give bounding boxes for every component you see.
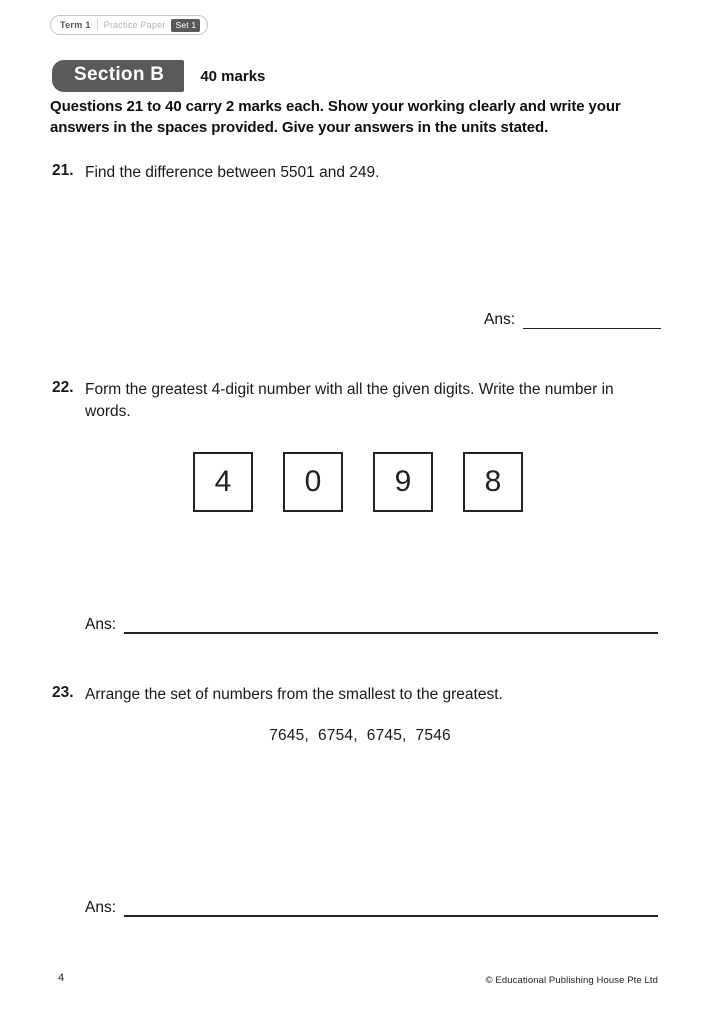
question-21-answer-line[interactable] bbox=[523, 310, 661, 329]
digit-box-3: 9 bbox=[373, 452, 433, 512]
section-instructions: Questions 21 to 40 carry 2 marks each. Show your working clearly and write your answers in the spaces provided. Give your answers in the units stated. bbox=[50, 98, 621, 136]
tag-divider bbox=[97, 19, 98, 31]
question-21-answer bbox=[484, 310, 661, 329]
section-marks: 40 marks bbox=[200, 67, 266, 85]
copyright-notice: © Educational Publishing House Pte Ltd bbox=[485, 975, 658, 986]
question-21 bbox=[52, 162, 652, 184]
question-22-answer-line[interactable] bbox=[124, 614, 658, 634]
page-number: 4 bbox=[58, 972, 65, 984]
question-23-answer-label: Ans: bbox=[85, 899, 117, 916]
paper-tag bbox=[50, 15, 208, 35]
digit-box-4: 8 bbox=[463, 452, 523, 512]
question-23-answer bbox=[85, 897, 658, 917]
question-23-answer-line[interactable] bbox=[124, 897, 658, 917]
question-23-number-set: 7645, 6754, 6745, 7546 bbox=[269, 727, 451, 744]
question-21-answer-label: Ans: bbox=[484, 311, 516, 328]
question-22-number: 22. bbox=[52, 379, 74, 396]
digit-box-1: 4 bbox=[193, 452, 253, 512]
question-22-answer-label: Ans: bbox=[85, 616, 117, 633]
question-23 bbox=[52, 684, 652, 706]
question-23-text: Arrange the set of numbers from the smallest to the greatest. bbox=[85, 686, 503, 703]
term-label: Term 1 bbox=[60, 20, 91, 30]
section-title: Section B bbox=[52, 60, 184, 92]
question-21-number: 21. bbox=[52, 162, 74, 179]
question-21-text: Find the difference between 5501 and 249. bbox=[85, 164, 380, 181]
digit-boxes bbox=[193, 452, 523, 512]
paper-type-label: Practice Paper bbox=[103, 20, 166, 30]
question-22-answer bbox=[85, 614, 658, 634]
question-23-number: 23. bbox=[52, 684, 74, 701]
section-header bbox=[52, 60, 265, 92]
question-22-text: Form the greatest 4-digit number with all the given digits. Write the number in words. bbox=[85, 381, 614, 420]
question-22 bbox=[52, 379, 652, 422]
digit-box-2: 0 bbox=[283, 452, 343, 512]
set-badge: Set 1 bbox=[171, 19, 200, 32]
